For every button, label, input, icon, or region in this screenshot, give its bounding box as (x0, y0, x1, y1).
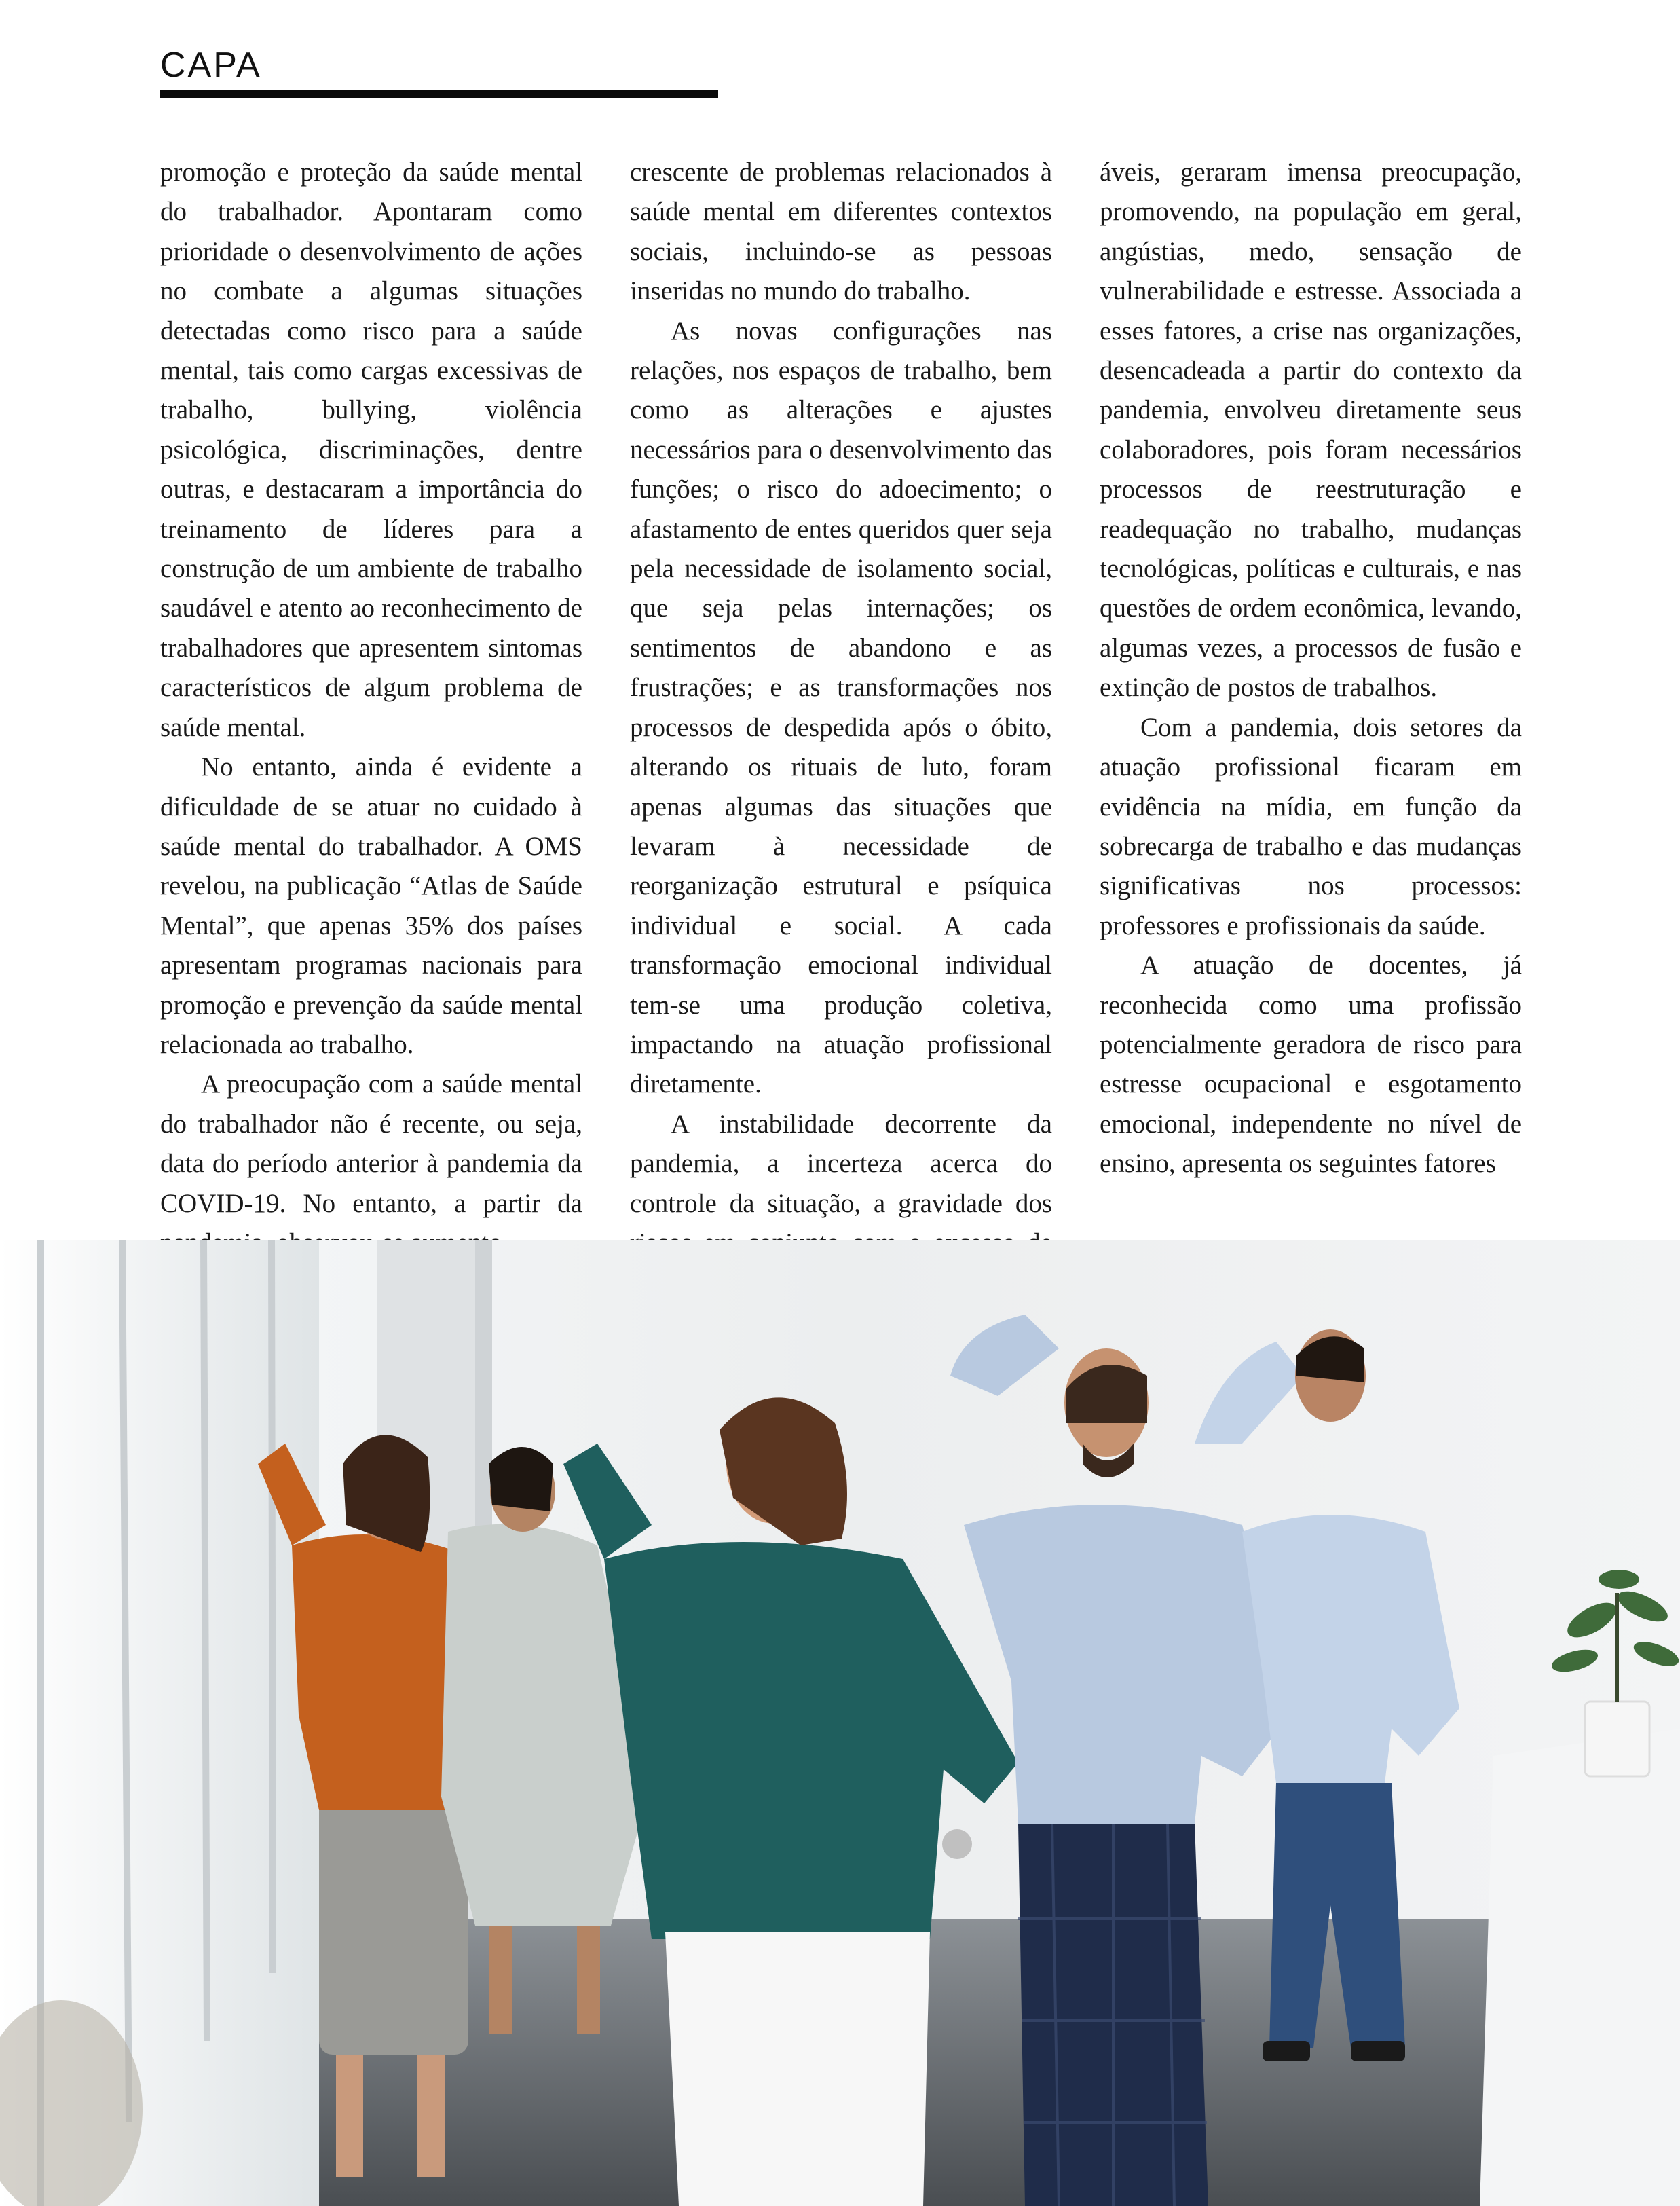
paragraph: A preocupação com a saúde mental do trabalhador não é recente, ou seja, data do período anterior à pandemia da COVID-19. No entanto, a partir da (160, 1069, 582, 1218)
paragraph: No entanto, ainda é evidente a dificuldade de se atuar no cuidado à saúde mental do trabalhador. A OMS revelou, na publicação “Atlas de Saúde Mental”, que apenas 35% dos países apresentam programas nacionais para promoção e prevenção da saúde mental relacionada ao trabalho. (160, 752, 582, 1059)
section-underline (160, 90, 718, 98)
text-column-2 (630, 153, 1052, 1342)
text-column-3 (1100, 153, 1522, 1184)
paragraph: As novas configurações nas relações, nos espaços de trabalho, bem como as alterações e ajustes necessários para o desenvolvimento das funções; o risco do adoecimento; o afastamento de entes queridos quer seja pela necessidade de isolamento social, que seja pelas internações; os sentimentos de abandono e as frustrações; e as transformações nos processos de despedida após o óbito, alterando os rituais de luto, foram apenas algumas das situações que levaram à necessidade de reorganização estrutural e psíquica individual e social. A cada transformação emocional individual tem-se uma produção coletiva, impactando na atuação profissional diretamente. (630, 316, 1052, 1099)
office-stretching-photo (0, 1240, 1680, 2206)
text-column-1 (160, 153, 582, 1263)
paragraph: A atuação de docentes, já reconhecida como uma profissão potencialmente geradora de risco para estresse ocupacional e esgotamento emocional, independente no nível de ensino, apresenta os seguintes fatores (1100, 951, 1522, 1179)
paragraph: Com a pandemia, dois setores da atuação profissional ficaram em evidência na mídia, em função da sobrecarga de trabalho e das mudanças significativas nos processos: professores e profissionais da saúde. (1100, 712, 1522, 940)
section-label: CAPA (160, 45, 262, 85)
paragraph: A instabilidade decorrente da pandemia, a incerteza acerca do controle da situação, a gravidade dos (630, 1109, 1052, 1218)
paragraph: promoção e proteção da saúde mental do trabalhador. Apontaram como prioridade o desenvolvimento de ações no combate a algumas situações detectadas como risco para a saúde mental, tais como cargas excessivas de trabalho, bullying, violência psicológica, discriminações, dentre outras, e destacaram a importância do treinamento de líderes para a construção de um ambiente de trabalho saudável e atento ao reconhecimento de trabalhadores que apresentem sintomas característicos de algum problema de saúde mental. (160, 158, 582, 742)
paragraph: áveis, geraram imensa preocupação, promovendo, na população em geral, angústias, medo, sensação de vulnerabilidade e estresse. Associada a esses fatores, a crise nas organizações, desencadeada a partir do contexto da pandemia, envolveu diretamente seus colaboradores, pois foram necessários processos de reestruturação e readequação no trabalho, mudanças tecnológicas, políticas e culturais, e nas questões de ordem econômica, levando, algumas vezes, a processos de fusão e extinção de postos de trabalhos. (1100, 158, 1522, 703)
paragraph: crescente de problemas relacionados à saúde mental em diferentes contextos sociais, incluindo-se as pessoas inseridas no mundo do trabalho. (630, 158, 1052, 306)
